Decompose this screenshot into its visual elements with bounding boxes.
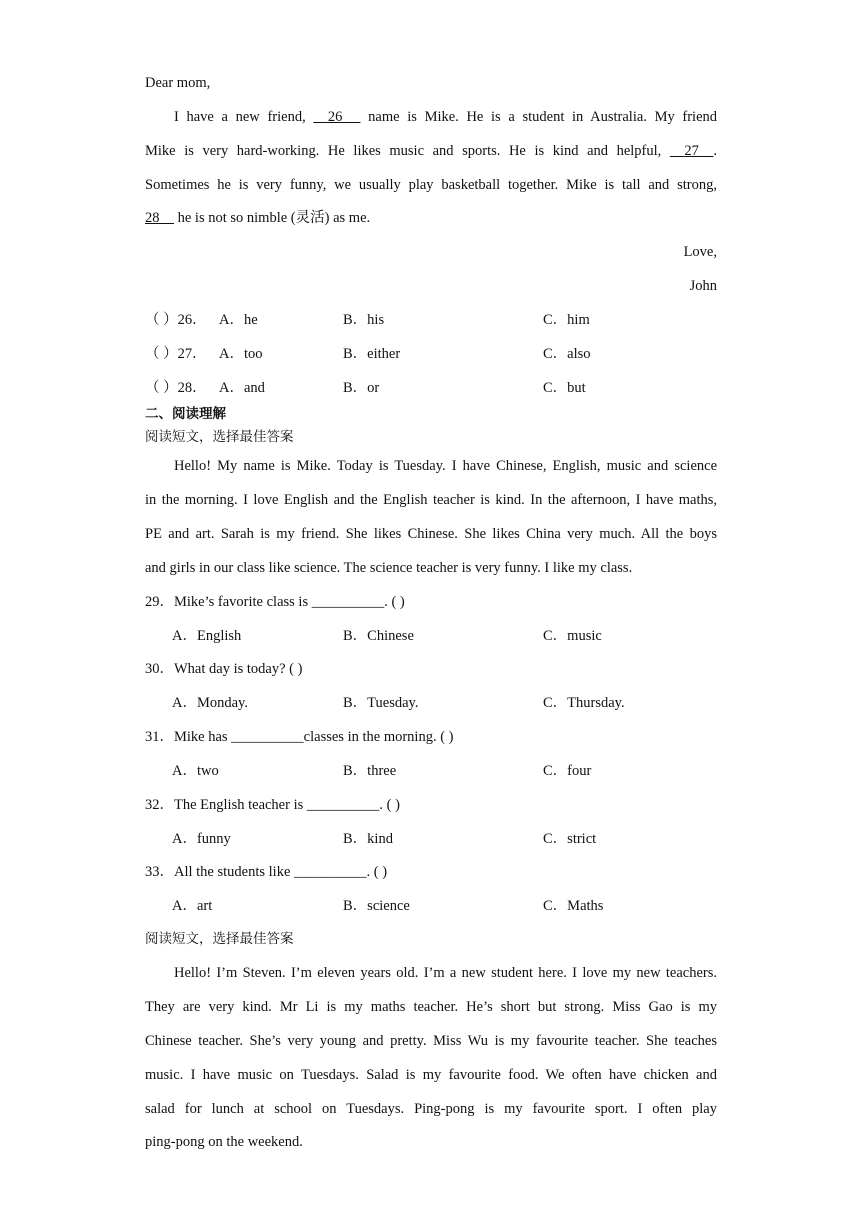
- passage-line: Hello! My name is Mike. Today is Tuesday. I have Chinese, English, music and science: [174, 458, 717, 474]
- passage2-line: music. I have music on Tuesdays. Salad is my favourite food. We often have chicken and: [145, 1067, 717, 1083]
- option-a: A．too: [219, 346, 263, 362]
- passage-line: in the morning. I love English and the English teacher is kind. In the afternoon, I have maths,: [145, 492, 717, 508]
- option-b: B．three: [343, 763, 397, 779]
- option-b: B．Tuesday.: [343, 695, 419, 711]
- letter-signature: John: [689, 278, 717, 294]
- letter-line-2: [145, 141, 717, 161]
- option-c: C．but: [543, 380, 586, 396]
- option-a: A．and: [219, 380, 265, 396]
- passage2-line: They are very kind. Mr Li is my maths teacher. He’s short but strong. Miss Gao is my: [145, 999, 717, 1015]
- blank-28: 28: [145, 210, 160, 226]
- blank-27: 27: [684, 143, 699, 159]
- letter-text: Mike is very hard-working. He likes music and sports. He is kind and helpful,: [145, 143, 662, 159]
- option-b: B．either: [343, 346, 401, 362]
- question-30: 30．What day is today? ( ): [145, 661, 303, 677]
- passage2-line: Chinese teacher. She’s very young and pretty. Miss Wu is my favourite teacher. She teaches: [145, 1033, 717, 1049]
- question-31: 31．Mike has __________classes in the morning. ( ): [145, 729, 454, 745]
- question-number: （ ）28．: [145, 380, 207, 396]
- passage-line: PE and art. Sarah is my friend. She likes Chinese. She likes China very much. All the boys: [145, 526, 717, 542]
- letter-text: he is not so nimble (灵活) as me.: [177, 210, 371, 226]
- option-c: C．four: [543, 763, 592, 779]
- question-number: （ ）26．: [145, 312, 207, 328]
- passage2-line: Hello! I’m Steven. I’m eleven years old. I’m a new student here. I love my new teachers.: [174, 965, 717, 981]
- option-c: C．strict: [543, 831, 597, 847]
- option-c: C．him: [543, 312, 590, 328]
- section-instruction-2: 阅读短文，选择最佳答案: [145, 931, 294, 947]
- option-a: A．he: [219, 312, 258, 328]
- passage-line: and girls in our class like science. The science teacher is very funny. I like my class.: [145, 560, 633, 576]
- letter-line-3: Sometimes he is very funny, we usually play basketball together. Mike is tall and strong,: [145, 177, 717, 193]
- option-c: C．music: [543, 628, 602, 644]
- letter-closing: Love,: [683, 244, 717, 260]
- option-a: A．Monday.: [172, 695, 248, 711]
- option-c: C．Thursday.: [543, 695, 625, 711]
- option-b: B．Chinese: [343, 628, 414, 644]
- option-a: A．two: [172, 763, 219, 779]
- question-29: 29．Mike’s favorite class is __________. ( ): [145, 594, 405, 610]
- letter-text: I have a new friend,: [174, 109, 306, 125]
- question-32: 32．The English teacher is __________. ( ): [145, 797, 400, 813]
- section-instruction: 阅读短文，选择最佳答案: [145, 429, 294, 445]
- option-b: B．kind: [343, 831, 393, 847]
- option-b: B．science: [343, 898, 410, 914]
- letter-text: name is Mike. He is a student in Australia. My friend: [368, 109, 718, 125]
- letter-greeting: Dear mom,: [145, 75, 211, 91]
- option-b: B．his: [343, 312, 385, 328]
- letter-line-1: [145, 107, 717, 127]
- option-c: C．also: [543, 346, 591, 362]
- option-b: B．or: [343, 380, 380, 396]
- question-33: 33．All the students like __________. ( ): [145, 864, 388, 880]
- passage2-line: ping-pong on the weekend.: [145, 1134, 303, 1150]
- blank-27-wrap: 27 .: [670, 143, 717, 159]
- option-a: A．funny: [172, 831, 231, 847]
- option-a: A．English: [172, 628, 242, 644]
- letter-line-4: [145, 208, 717, 228]
- section-heading: 二、阅读理解: [145, 406, 226, 422]
- blank-26: 26: [327, 109, 343, 125]
- option-c: C．Maths: [543, 898, 604, 914]
- option-a: A．art: [172, 898, 213, 914]
- question-number: （ ）27．: [145, 346, 207, 362]
- passage2-line: salad for lunch at school on Tuesdays. Ping-pong is my favourite sport. I often play: [145, 1101, 717, 1117]
